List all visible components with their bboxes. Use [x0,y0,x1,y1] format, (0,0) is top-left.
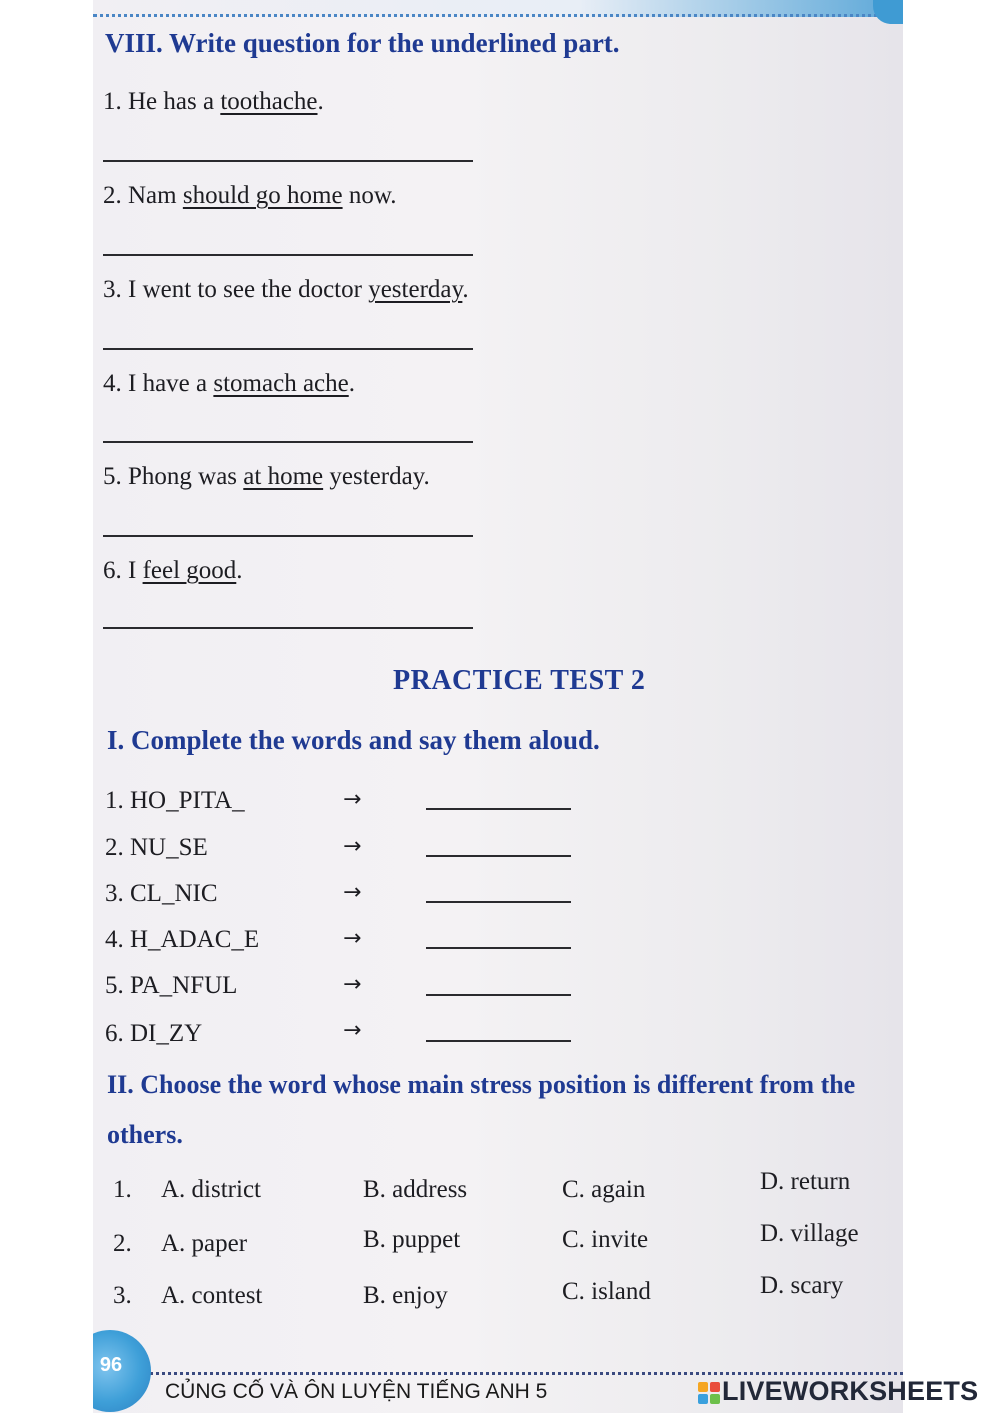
option-c[interactable]: C. island [562,1278,651,1305]
question-3-underlined: yesterday [368,276,463,303]
section-1-heading: I. Complete the words and say them aloud. [107,725,600,755]
option-a[interactable]: A. contest [161,1282,263,1309]
section-8-heading: VIII. Write question for the underlined part. [105,28,620,58]
word-row-1: 1. HO_PITA_ [105,787,245,814]
mc-question-1 [93,1168,903,1212]
right-margin [903,0,1000,1413]
question-4 [103,370,355,398]
arrow-icon: → [343,880,362,905]
question-4-text: 4. I have a [103,370,214,397]
question-2-underlined: should go home [182,182,343,209]
option-a[interactable]: A. paper [161,1230,248,1257]
answer-line-3[interactable] [103,348,473,350]
word-blank-2[interactable] [426,855,571,857]
option-d[interactable]: D. village [760,1220,859,1247]
page-number: 96 [99,1354,123,1376]
question-3-end: . [462,276,469,303]
option-b[interactable]: B. address [363,1176,468,1203]
arrow-icon: → [343,972,362,997]
question-4-end: . [348,370,355,397]
question-6 [103,557,243,585]
worksheet-page [93,0,903,1413]
section-2-heading: II. Choose the word whose main stress position is different from the [107,1070,856,1099]
question-3 [103,276,469,304]
question-2-text: 2. Nam [103,182,183,209]
word-blank-3[interactable] [426,901,571,903]
question-1-end: . [317,88,324,115]
question-2-end: now. [342,182,397,209]
word-blank-4[interactable] [426,947,571,949]
question-1-underlined: toothache [220,88,318,115]
mc-number: 3. [113,1282,132,1309]
option-a[interactable]: A. district [161,1176,261,1203]
arrow-icon: → [343,1018,362,1043]
arrow-icon: → [343,926,362,951]
question-6-end: . [236,557,243,584]
answer-line-4[interactable] [103,441,473,443]
word-row-4: 4. H_ADAC_E [105,926,260,953]
question-5-end: yesterday. [323,463,430,490]
arrow-icon: → [343,834,362,859]
option-b[interactable]: B. puppet [363,1226,461,1253]
book-title: CỦNG CỐ VÀ ÔN LUYỆN TIẾNG ANH 5 [165,1380,548,1403]
option-c[interactable]: C. again [562,1176,646,1203]
word-blank-5[interactable] [426,994,571,996]
word-row-5: 5. PA_NFUL [105,972,238,999]
option-c[interactable]: C. invite [562,1226,649,1253]
liveworksheets-logo-icon [698,1382,720,1404]
answer-line-1[interactable] [103,160,473,162]
question-3-text: 3. I went to see the doctor [103,276,369,303]
question-5-underlined: at home [243,463,324,490]
left-margin [0,0,93,1413]
question-1-text: 1. He has a [103,88,221,115]
question-6-underlined: feel good [142,557,237,584]
word-row-2: 2. NU_SE [105,834,208,861]
practice-test-title: PRACTICE TEST 2 [393,665,646,696]
answer-line-5[interactable] [103,535,473,537]
mc-question-3 [93,1272,903,1318]
mc-question-2 [93,1220,903,1266]
top-dotted-border [93,0,903,17]
word-blank-6[interactable] [426,1040,571,1042]
mc-number: 1. [113,1176,132,1203]
question-4-underlined: stomach ache [213,370,349,397]
question-2 [103,182,397,210]
answer-line-2[interactable] [103,254,473,256]
question-6-text: 6. I [103,557,143,584]
option-b[interactable]: B. enjoy [363,1282,448,1309]
question-5 [103,463,430,491]
word-blank-1[interactable] [426,808,571,810]
bottom-dotted-border [133,1372,903,1375]
word-row-3: 3. CL_NIC [105,880,218,907]
option-d[interactable]: D. return [760,1168,851,1195]
question-1 [103,88,324,116]
top-corner-decoration [873,0,903,24]
mc-number: 2. [113,1230,132,1257]
section-2-heading-continued: others. [107,1120,183,1149]
option-d[interactable]: D. scary [760,1272,844,1299]
arrow-icon: → [343,787,362,812]
brand-name[interactable]: LIVEWORKSHEETS [722,1376,979,1406]
answer-line-6[interactable] [103,627,473,629]
question-5-text: 5. Phong was [103,463,244,490]
word-row-6: 6. DI_ZY [105,1020,203,1047]
